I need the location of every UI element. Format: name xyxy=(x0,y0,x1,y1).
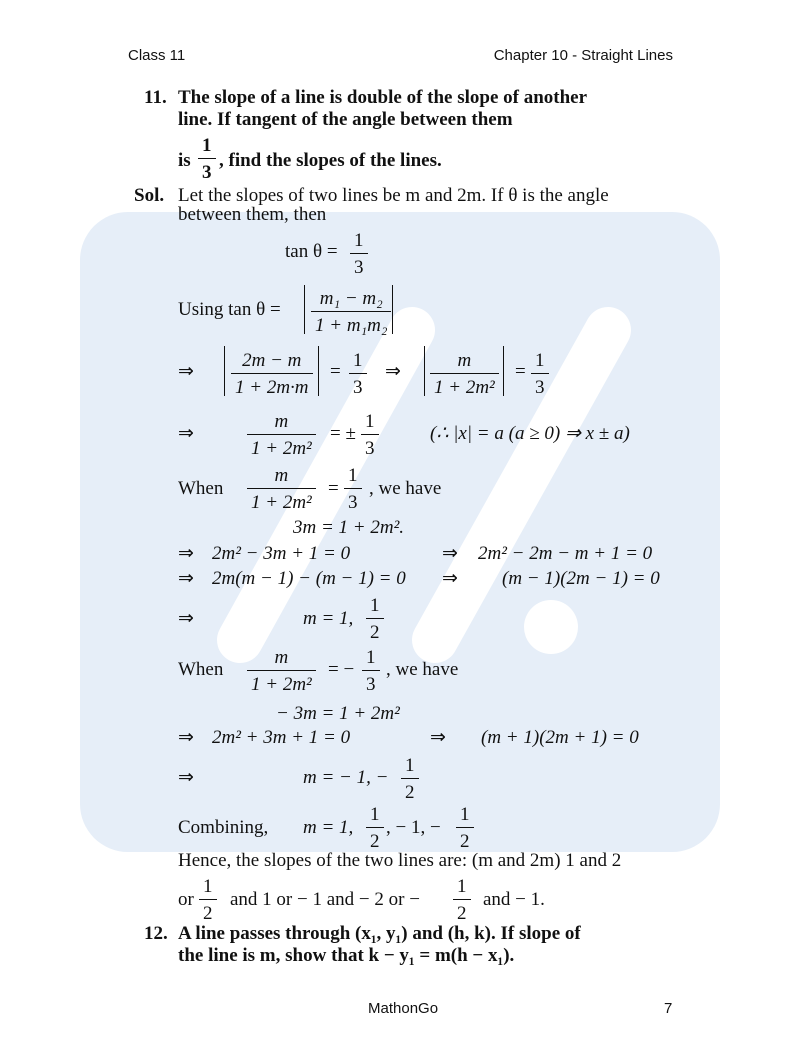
abs-bar-right xyxy=(392,285,393,334)
fraction-one-third: 1 3 xyxy=(349,351,367,397)
equation-line3b: (m + 1)(2m + 1) = 0 xyxy=(481,727,639,748)
combining-m-equals-1: m = 1, xyxy=(303,817,354,838)
fraction-one-third: 1 3 xyxy=(531,351,549,397)
fraction-m-over-1-plus-2m2: m 1 + 2m² xyxy=(430,351,499,397)
fraction-one-third: 1 3 xyxy=(350,231,368,277)
implies-symbol: ⇒ xyxy=(178,543,194,564)
equation-line3a: 2m² + 3m + 1 = 0 xyxy=(212,727,351,748)
fraction-one-half: 1 2 xyxy=(366,805,384,851)
equation-neg-3m: − 3m = 1 + 2m² xyxy=(276,703,400,724)
implies-symbol: ⇒ xyxy=(430,727,446,748)
fraction-m-over-1-plus-2m2: m 1 + 2m² xyxy=(247,466,316,512)
question-11-line3-post: , find the slopes of the lines. xyxy=(219,150,442,171)
when-label: When xyxy=(178,478,224,499)
question-11-line1: The slope of a line is double of the slope of another xyxy=(178,87,588,108)
combining-middle: , − 1, − xyxy=(386,817,441,838)
header-right: Chapter 10 - Straight Lines xyxy=(493,47,673,64)
fraction-m1m2: m₁ − m₂ 1 + m₁m₂ xyxy=(311,289,391,335)
fraction-one-half: 1 2 xyxy=(453,877,471,923)
implies-symbol: ⇒ xyxy=(442,543,458,564)
fraction-one-half: 1 2 xyxy=(366,596,384,642)
footer-brand: MathonGo xyxy=(368,1000,439,1017)
fraction-denominator: 3 xyxy=(202,162,212,183)
implies-symbol: ⇒ xyxy=(178,423,194,444)
fraction-2m-minus-m: 2m − m 1 + 2m·m xyxy=(231,351,313,397)
or-word: or xyxy=(178,889,194,910)
when-label: When xyxy=(178,659,224,680)
implies-symbol: ⇒ xyxy=(385,361,401,382)
fraction-m-over-1-plus-2m2: m 1 + 2m² xyxy=(247,648,316,694)
implies-symbol: ⇒ xyxy=(178,608,194,629)
equation-line1a: 2m² − 3m + 1 = 0 xyxy=(212,543,351,564)
question-11-fraction xyxy=(198,136,216,182)
fraction-one-half: 1 2 xyxy=(199,877,217,923)
implies-symbol: ⇒ xyxy=(178,767,194,788)
implies-symbol: ⇒ xyxy=(178,568,194,589)
solution-intro-line2: between them, then xyxy=(178,204,327,225)
hence-line: Hence, the slopes of the two lines are: (m and 2m) 1 and 2 xyxy=(178,850,622,871)
question-11-number: 11. xyxy=(144,87,167,108)
plus-minus-sign: = ± xyxy=(330,423,356,444)
using-formula-label: Using tan θ = xyxy=(178,299,281,320)
question-12-number: 12. xyxy=(144,923,168,944)
solution-label: Sol. xyxy=(134,185,165,206)
question-12-line1: A line passes through (x₁, y₁) and (h, k). If slope of xyxy=(178,923,581,944)
abs-bar-left xyxy=(304,285,305,334)
we-have-text: , we have xyxy=(386,659,459,680)
question-12-line2: the line is m, show that k − y₁ = m(h − x₁). xyxy=(178,945,515,966)
we-have-text: , we have xyxy=(369,478,442,499)
equation-3m: 3m = 1 + 2m². xyxy=(293,517,405,538)
hence-end: and − 1. xyxy=(483,889,545,910)
question-11-line3-pre: is xyxy=(178,150,191,171)
solution-intro-line1: Let the slopes of two lines be m and 2m. If θ is the angle xyxy=(178,185,609,206)
tan-theta-label: tan θ = xyxy=(285,241,338,262)
fraction-one-third: 1 3 xyxy=(344,466,362,512)
question-11-line2: line. If tangent of the angle between them xyxy=(178,109,513,130)
implies-symbol: ⇒ xyxy=(442,568,458,589)
implies-symbol: ⇒ xyxy=(178,361,194,382)
equation-line2b: (m − 1)(2m − 1) = 0 xyxy=(502,568,660,589)
result-m-equals-1: m = 1, xyxy=(303,608,354,629)
equation-line2a: 2m(m − 1) − (m − 1) = 0 xyxy=(212,568,406,589)
implies-symbol: ⇒ xyxy=(178,727,194,748)
fraction-one-half: 1 2 xyxy=(456,805,474,851)
header-left: Class 11 xyxy=(128,47,186,64)
negative-equals: = − xyxy=(328,659,355,680)
result-m-equals-neg1: m = − 1, − xyxy=(303,767,389,788)
fraction-one-half: 1 2 xyxy=(401,756,419,802)
fraction-one-third: 1 3 xyxy=(361,412,379,458)
hence-continuation: and 1 or − 1 and − 2 or − xyxy=(230,889,420,910)
fraction-m-over-1-plus-2m2: m 1 + 2m² xyxy=(247,412,316,458)
equation-line1b: 2m² − 2m − m + 1 = 0 xyxy=(478,543,653,564)
fraction-one-third: 1 3 xyxy=(362,648,380,694)
fraction-numerator: 1 xyxy=(202,135,212,156)
page-number: 7 xyxy=(664,1000,673,1017)
absolute-value-note: (∴ |x| = a (a ≥ 0) ⇒ x ± a) xyxy=(430,423,630,444)
combining-label: Combining, xyxy=(178,817,269,838)
